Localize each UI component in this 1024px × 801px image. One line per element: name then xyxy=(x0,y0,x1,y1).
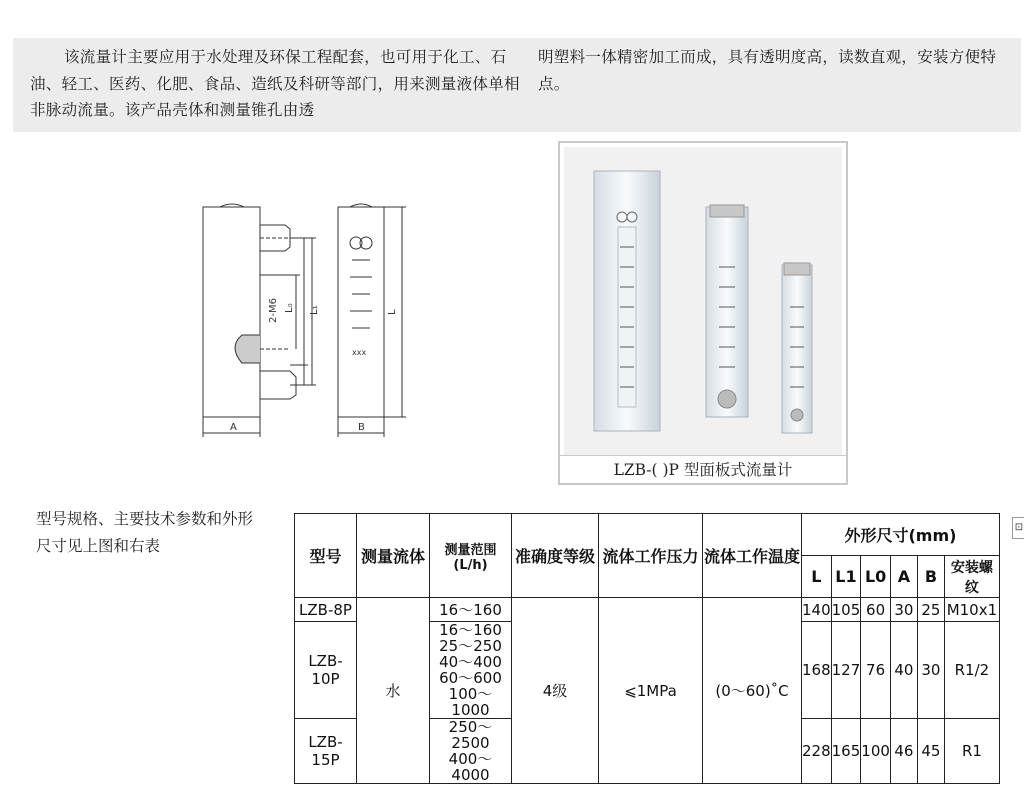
th-range: 测量范围(L/h) xyxy=(430,514,512,598)
cell-l1: 127 xyxy=(831,622,861,719)
th-pressure: 流体工作压力 xyxy=(599,514,703,598)
product-photo xyxy=(564,147,842,455)
cell-thread: R1/2 xyxy=(944,622,999,719)
cell-model: LZB-8P xyxy=(295,598,357,622)
cell-thread: R1 xyxy=(944,719,999,784)
product-photo-frame xyxy=(558,141,848,485)
cell-model: LZB-10P xyxy=(295,622,357,719)
dimension-drawing xyxy=(190,195,420,445)
th-fluid: 测量流体 xyxy=(357,514,430,598)
cell-a: 30 xyxy=(890,598,917,622)
cell-range: 250～2500 400～4000 xyxy=(430,719,512,784)
th-dim-l: L xyxy=(802,556,832,598)
cell-temperature: (0～60)˚C xyxy=(703,598,802,784)
th-model: 型号 xyxy=(295,514,357,598)
cell-l: 140 xyxy=(802,598,832,622)
cell-l1: 165 xyxy=(831,719,861,784)
th-dim-thread: 安装螺纹 xyxy=(944,556,999,598)
cell-l0: 60 xyxy=(861,598,891,622)
cell-l: 168 xyxy=(802,622,832,719)
intro-text-right: 明塑料一体精密加工而成，具有透明度高，读数直观，安装方便特点。 xyxy=(538,48,997,93)
drawing-label-l: L xyxy=(387,309,398,315)
photo-caption: LZB-( )P 型面板式流量计 xyxy=(560,455,846,484)
cell-l0: 76 xyxy=(861,622,891,719)
side-note: 型号规格、主要技术参数和外形尺寸见上图和右表 xyxy=(36,510,254,555)
drawing-label-xxx: xxx xyxy=(352,348,367,357)
cell-b: 30 xyxy=(917,622,944,719)
cell-range: 16～160 25～250 40～400 60～600 100～1000 xyxy=(430,622,512,719)
drawing-label-b: B xyxy=(358,422,365,433)
cell-l0: 100 xyxy=(861,719,891,784)
intro-panel xyxy=(13,38,1021,132)
th-dimensions: 外形尺寸(mm) xyxy=(802,514,1000,556)
cell-accuracy: 4级 xyxy=(512,598,599,784)
cell-a: 40 xyxy=(890,622,917,719)
cell-pressure: ⩽1MPa xyxy=(599,598,703,784)
drawing-label-l1: L₁ xyxy=(309,305,320,315)
cell-model: LZB-15P xyxy=(295,719,357,784)
th-dim-a: A xyxy=(890,556,917,598)
th-temperature: 流体工作温度 xyxy=(703,514,802,598)
th-dim-b: B xyxy=(917,556,944,598)
cell-l1: 105 xyxy=(831,598,861,622)
th-dim-l0: L0 xyxy=(861,556,891,598)
spec-table xyxy=(294,513,1000,784)
drawing-label-l0: L₀ xyxy=(284,303,295,313)
cell-a: 46 xyxy=(890,719,917,784)
intro-text-left: 该流量计主要应用于水处理及环保工程配套，也可用于化工、石油、轻工、医药、化肥、食品、造纸及科研等部门，用来测量液体单相非脉动流量。该产品壳体和测量锥孔由透 xyxy=(30,48,520,119)
edge-tab-icon[interactable]: ⊡ xyxy=(1012,517,1024,539)
cell-thread: M10x1 xyxy=(944,598,999,622)
cell-l: 228 xyxy=(802,719,832,784)
th-dim-l1: L1 xyxy=(831,556,861,598)
table-row xyxy=(295,598,1000,622)
drawing-label-thread: 2-M6 xyxy=(268,298,279,323)
cell-fluid: 水 xyxy=(357,598,430,784)
th-accuracy: 准确度等级 xyxy=(512,514,599,598)
cell-b: 25 xyxy=(917,598,944,622)
drawing-label-a: A xyxy=(230,422,237,433)
cell-b: 45 xyxy=(917,719,944,784)
flowmeter-illustration xyxy=(564,147,842,455)
cell-range: 16～160 xyxy=(430,598,512,622)
